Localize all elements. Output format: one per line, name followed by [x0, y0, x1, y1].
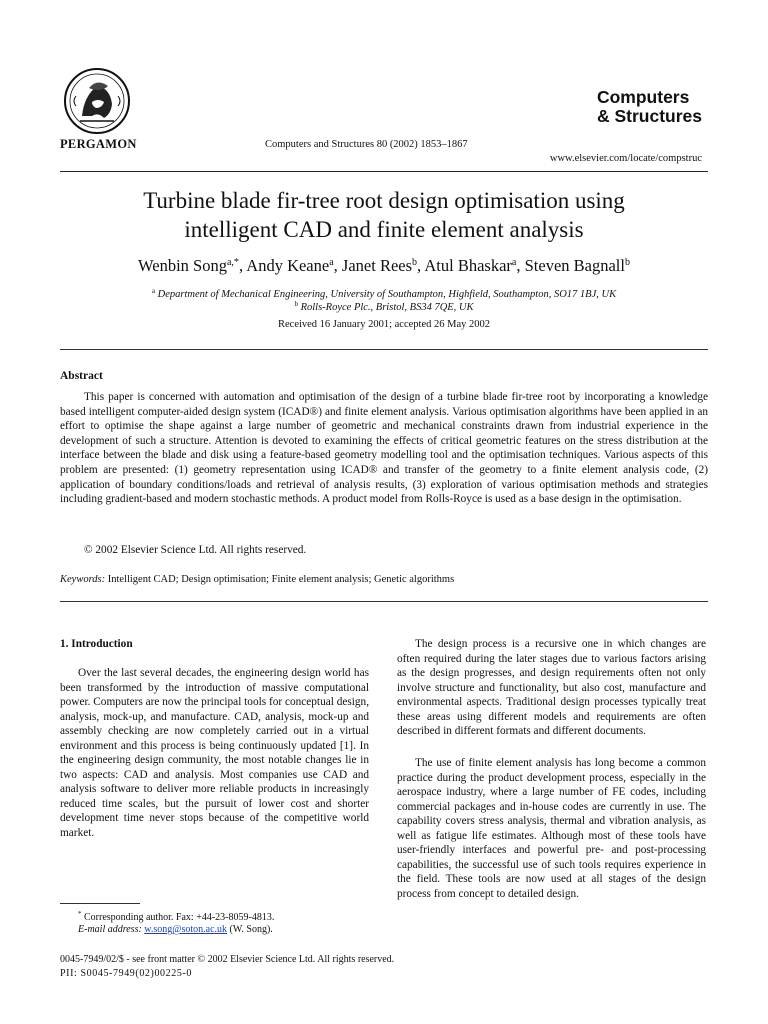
- publisher-name: PERGAMON: [60, 137, 137, 151]
- email-label: E-mail address:: [78, 924, 142, 935]
- author-separator: ,: [333, 256, 342, 275]
- author-name: Wenbin Song: [138, 256, 227, 275]
- journal-url[interactable]: www.elsevier.com/locate/compstruc: [549, 153, 702, 164]
- pii-line: PII: S0045-7949(02)00225-0: [60, 968, 192, 979]
- affil-text-b: Rolls-Royce Plc., Bristol, BS34 7QE, UK: [300, 302, 474, 313]
- received-dates: Received 16 January 2001; accepted 26 May 2002: [278, 319, 490, 330]
- author-separator: ,: [516, 256, 525, 275]
- publisher-logo-emblem: [62, 66, 132, 136]
- author-name: Steven Bagnall: [524, 256, 625, 275]
- journal-reference: Computers and Structures 80 (2002) 1853–1867: [265, 139, 468, 150]
- front-matter-line: 0045-7949/02/$ - see front matter © 2002 Elsevier Science Ltd. All rights reserved.: [60, 954, 395, 965]
- author-affil-mark: a,*: [226, 257, 239, 268]
- intro-paragraph-right-1: The design process is a recursive one in which changes are often required during the later stages due to various factors arising as the design progresses, and design requirements often not only involve structure and functionality, but also cost, manufacture and environmental aspects. Traditional design processes typically treat these areas using different models and requirements are often described in different formats and different documents.: [397, 638, 706, 737]
- keywords: [60, 574, 454, 585]
- author-separator: ,: [417, 256, 425, 275]
- author-name: Andy Keane: [246, 256, 330, 275]
- brand-line-1: Computers: [596, 87, 690, 107]
- email-suffix: (W. Song).: [227, 924, 273, 935]
- abstract-copyright: © 2002 Elsevier Science Ltd. All rights reserved.: [84, 544, 307, 556]
- affiliation-b: [60, 300, 708, 313]
- author-affil-mark: a: [511, 257, 517, 268]
- author-affil-mark: a: [329, 257, 334, 268]
- footnote-mark: *: [78, 910, 82, 918]
- author-name: Janet Rees: [341, 256, 413, 275]
- section-heading-introduction: 1. Introduction: [60, 638, 133, 650]
- author-separator: ,: [238, 256, 247, 275]
- journal-brand: [597, 88, 702, 126]
- keywords-text: Intelligent CAD; Design optimisation; Finite element analysis; Genetic algorithms: [105, 574, 455, 585]
- affiliation-a: [60, 287, 708, 300]
- footnote-corresponding: [78, 910, 274, 923]
- abstract-body: This paper is concerned with automation and optimisation of the design of a turbine blade fir-tree root by incorporating a knowledge based intelligent computer-aided design system (ICAD®) and finite element analysis. Various optimisation algorithms have been applied in an effort to optimise the shape against a large number of geometric and mechanical constraints drawn from industrial experience in the development of such a structure. Attention is devoted to examining the effects of critical geometric features on the stress distribution at the interface between the blade and disk using a feature-based geometry modelling tool and the optimisation techniques. Various aspects of this problem are presented: (1) geometry representation using ICAD® and transfer of the geometry to a finite element analysis code, (2) application of boundary conditions/loads and retrieval of analysis results, (3) exploration of various optimisation methods and strategies including gradient-based and modern stochastic methods. A product model from Rolls-Royce is used as a base design in the optimisation.: [60, 391, 708, 506]
- intro-paragraph-right-2: The use of finite element analysis has long become a common practice during the product development process, especially in the aerospace industry, where a large number of FE codes, including commercial packages and in-house codes are currently in use. The capability covers stress analysis, thermal and vibration analysis, as well as fatigue life estimates. Although most of these tools have user-friendly interfaces and powerful pre- and post-processing capabilities, the successful use of such tools requires experience in the field. These tools are now used at all stages of the design process from concept to detailed design.: [397, 757, 706, 900]
- footnote-corresponding-text: Corresponding author. Fax: +44-23-8059-4813.: [84, 912, 275, 923]
- keywords-label: Keywords:: [60, 574, 106, 585]
- author-name: Atul Bhaskar: [424, 256, 512, 275]
- elsevier-tree-icon: [62, 66, 132, 136]
- keywords-rule: [60, 601, 708, 602]
- author-affil-mark: b: [412, 257, 418, 268]
- paper-title: [60, 186, 708, 244]
- email-link[interactable]: w.song@soton.ac.uk: [144, 924, 228, 935]
- abstract-top-rule: [60, 349, 708, 350]
- footnote-rule: [60, 903, 140, 904]
- author-affil-mark: b: [624, 257, 630, 268]
- intro-paragraph-left: Over the last several decades, the engineering design world has been transformed by the introduction of massive computational power. Computers are now the principal tools for conceptual design, analysis, mock-up, and manufacture. CAD, analysis, mock-up and assembly checking are now completely carried out in a virtual environment and this process is being continuously updated [1]. In the engineering design community, the most notable changes lie in two aspects: CAD and analysis. Most companies use CAD and analysis software to deliver more reliable products in increasingly reduced time scales, but the pursuit of lower cost and shorter development time never stops because of the competitive world market.: [60, 667, 370, 839]
- footnote-email: [78, 924, 273, 935]
- author-list: [60, 256, 708, 276]
- affil-text-a: Department of Mechanical Engineering, University of Southampton, Highfield, Southampton, SO17 1BJ, UK: [157, 289, 617, 300]
- brand-line-2: & Structures: [596, 106, 702, 126]
- affil-mark-b: b: [294, 300, 298, 308]
- abstract-heading: Abstract: [60, 370, 103, 382]
- title-line-2: intelligent CAD and finite element analysis: [184, 217, 584, 242]
- title-line-1: Turbine blade fir-tree root design optimisation using: [143, 188, 625, 213]
- header-rule: [60, 171, 708, 172]
- affil-mark-a: a: [151, 287, 156, 295]
